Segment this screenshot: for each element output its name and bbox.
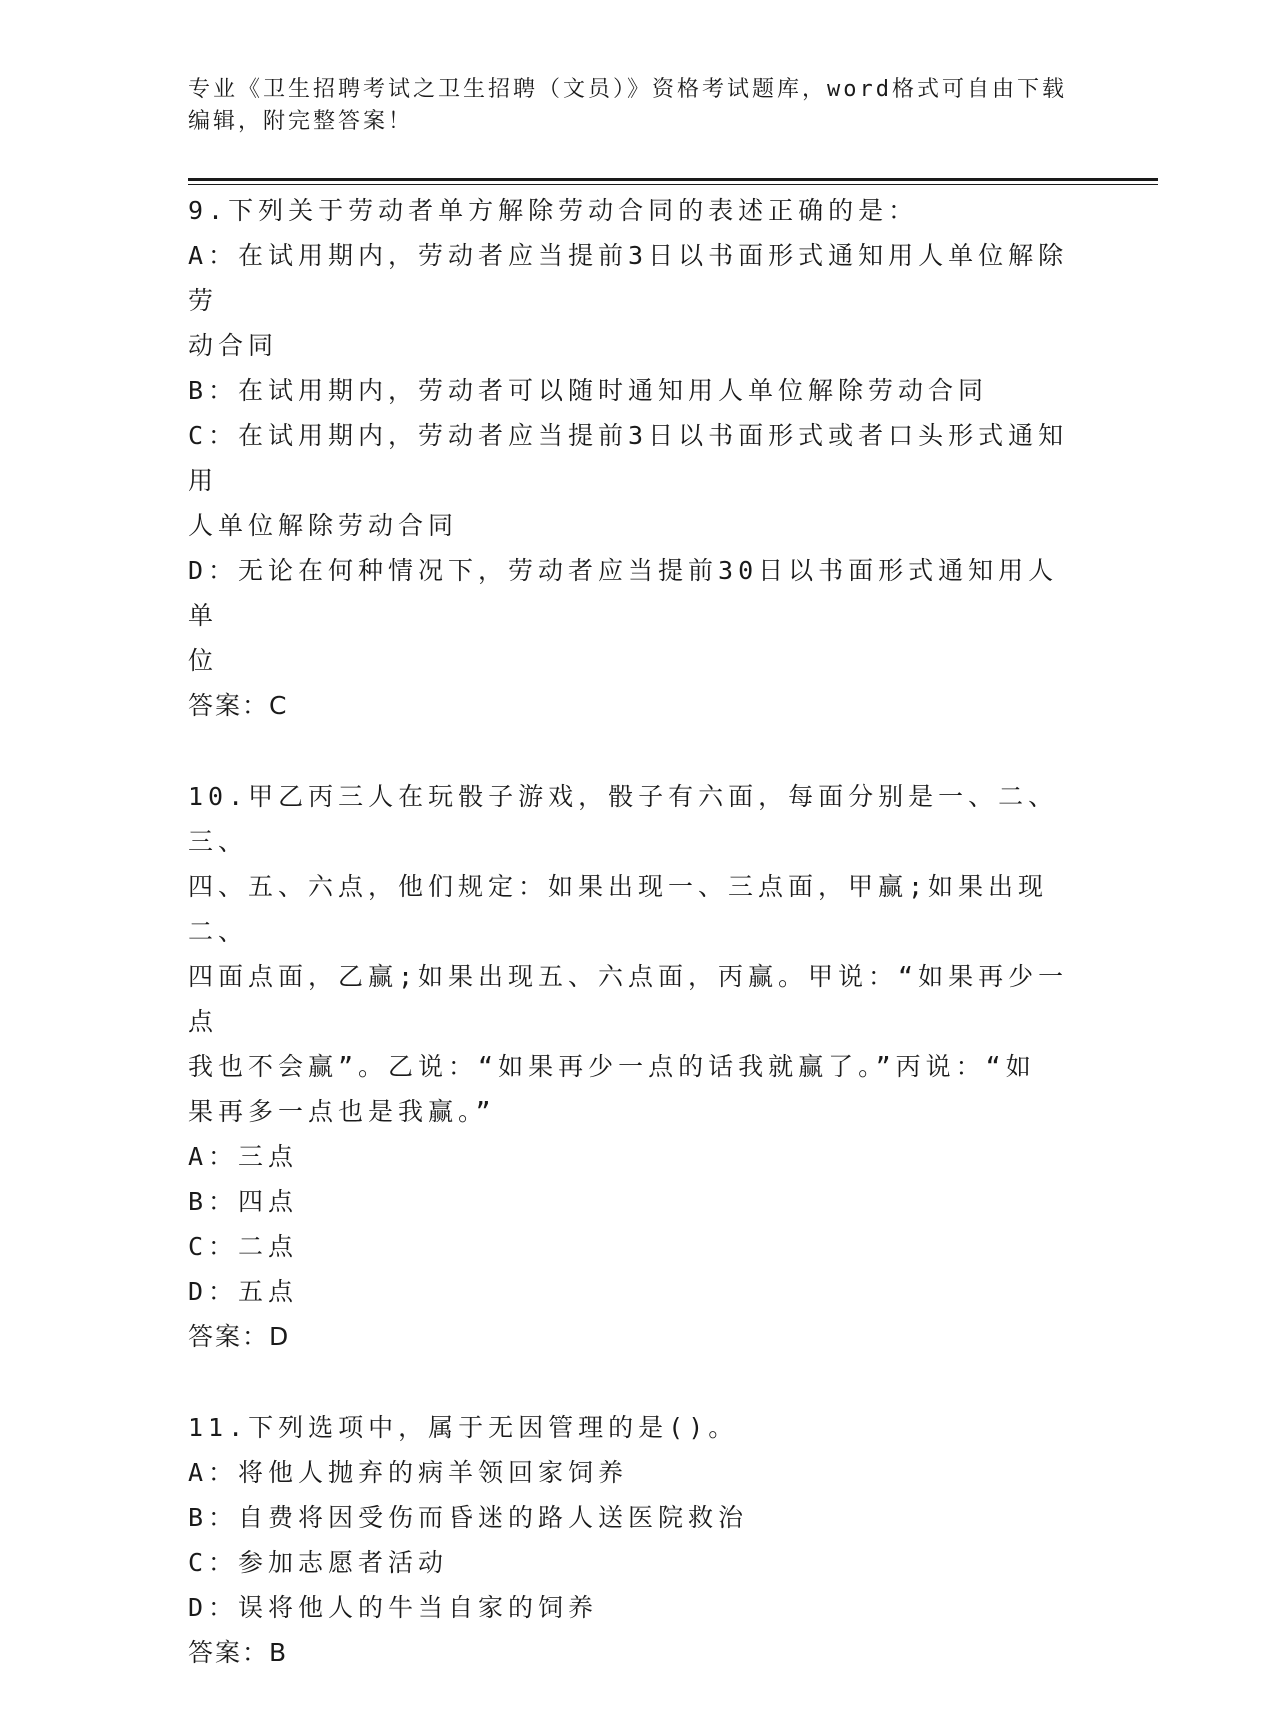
document-header — [188, 74, 1088, 138]
option-b — [188, 368, 1088, 413]
option-text: 人单位解除劳动合同 — [188, 511, 459, 540]
option-d — [188, 1269, 1088, 1314]
answer-label: 答案：C — [188, 691, 289, 720]
question-stem: 四、五、六点，他们规定：如果出现一、三点面，甲赢;如果出现二、 — [188, 872, 1049, 946]
option-a — [188, 1134, 1088, 1179]
option-b — [188, 1179, 1088, 1224]
option-text: A：在试用期内，劳动者应当提前3日以书面形式通知用人单位解除劳 — [188, 241, 1069, 315]
option-b — [188, 1495, 1088, 1540]
option-c — [188, 413, 1088, 548]
option-text: A：将他人抛弃的病羊领回家饲养 — [188, 1458, 629, 1487]
option-a — [188, 233, 1088, 368]
option-text: C：二点 — [188, 1232, 299, 1261]
question-11 — [188, 1405, 1088, 1675]
question-stem: 10.甲乙丙三人在玩骰子游戏，骰子有六面，每面分别是一、二、三、 — [188, 782, 1059, 856]
option-d — [188, 548, 1088, 683]
option-text: B：在试用期内，劳动者可以随时通知用人单位解除劳动合同 — [188, 376, 989, 405]
option-text: A：三点 — [188, 1142, 299, 1171]
question-stem: 果再多一点也是我赢。” — [188, 1097, 496, 1126]
option-c — [188, 1540, 1088, 1585]
question-stem: 9.下列关于劳动者单方解除劳动合同的表述正确的是： — [188, 196, 919, 225]
header-divider-thin — [188, 184, 1158, 185]
question-9 — [188, 188, 1088, 728]
answer-label: 答案：D — [188, 1322, 291, 1351]
option-text: 动合同 — [188, 331, 279, 360]
header-divider-thick — [188, 178, 1158, 181]
question-list — [188, 188, 1088, 1721]
question-stem: 我也不会赢”。乙说：“如果再少一点的话我就赢了。”丙说：“如 — [188, 1052, 1036, 1081]
option-a — [188, 1450, 1088, 1495]
option-c — [188, 1224, 1088, 1269]
question-stem: 11.下列选项中，属于无因管理的是()。 — [188, 1413, 739, 1442]
option-text: C：在试用期内，劳动者应当提前3日以书面形式或者口头形式通知用 — [188, 421, 1069, 495]
option-text: D：无论在何种情况下，劳动者应当提前30日以书面形式通知用人单 — [188, 556, 1059, 630]
question-10 — [188, 774, 1088, 1359]
question-stem: 四面点面，乙赢;如果出现五、六点面，丙赢。甲说：“如果再少一点 — [188, 962, 1069, 1036]
option-text: C：参加志愿者活动 — [188, 1548, 449, 1577]
option-text: 位 — [188, 646, 219, 675]
answer-label: 答案：B — [188, 1638, 289, 1667]
option-text: B：四点 — [188, 1187, 299, 1216]
header-line-1: 专业《卫生招聘考试之卫生招聘（文员）》资格考试题库，word格式可自由下载 — [188, 77, 1067, 102]
option-text: B：自费将因受伤而昏迷的路人送医院救治 — [188, 1503, 749, 1532]
header-line-2: 编辑，附完整答案！ — [188, 109, 414, 134]
option-text: D：五点 — [188, 1277, 299, 1306]
option-text: D：误将他人的牛当自家的饲养 — [188, 1593, 599, 1622]
option-d — [188, 1585, 1088, 1630]
